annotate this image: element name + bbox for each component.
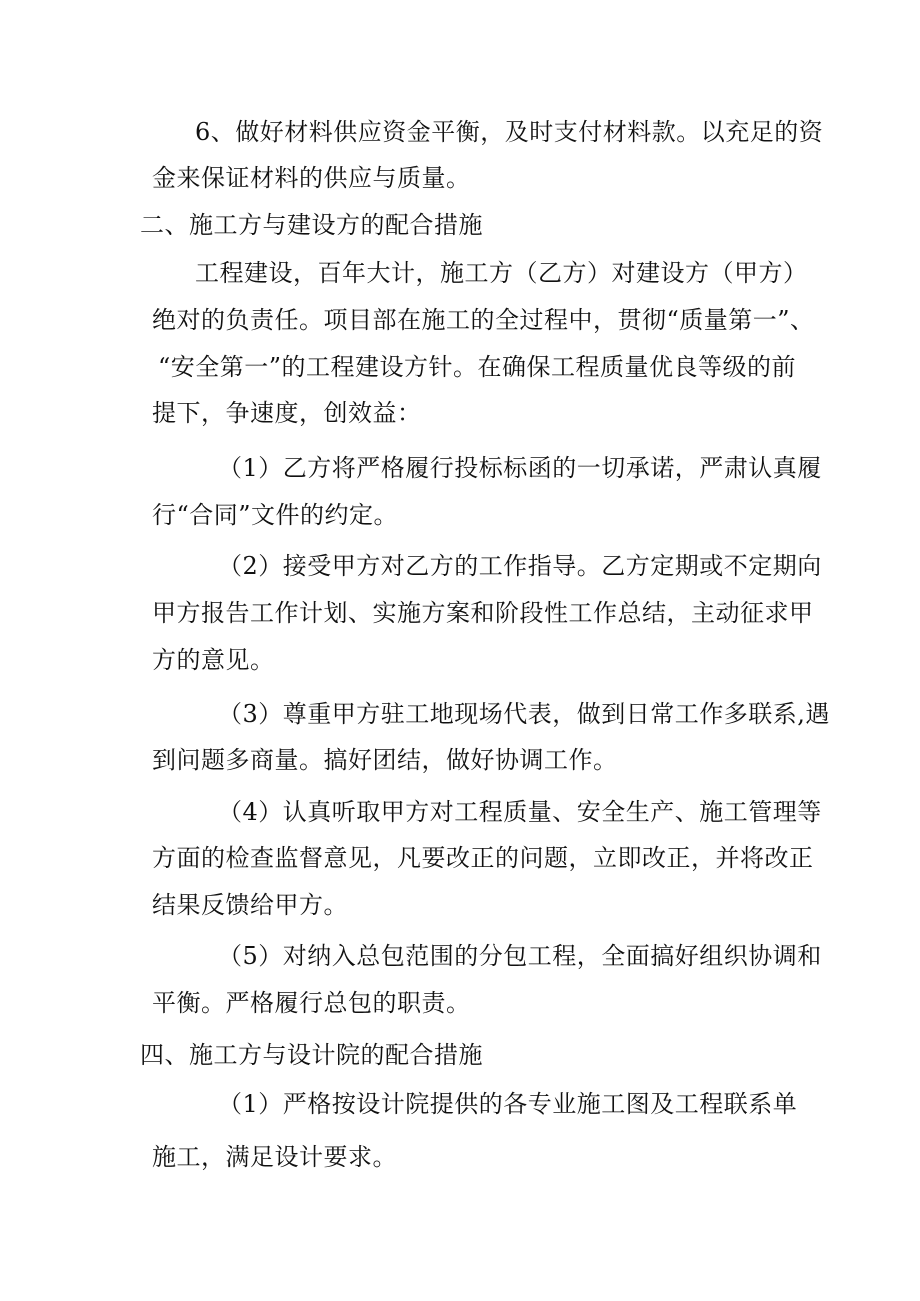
item-3-line-2: 到问题多商量。搞好团结，做好协调工作。 bbox=[152, 746, 618, 774]
item-3-line-1: （3）尊重甲方驻工地现场代表，做到日常工作多联系,遇 bbox=[218, 700, 830, 728]
item-2-line-2: 甲方报告工作计划、实施方案和阶段性工作总结，主动征求甲 bbox=[152, 599, 814, 627]
item-4-line-2: 方面的检查监督意见，凡要改正的问题，立即改正，并将改正 bbox=[152, 844, 814, 872]
section-4-heading: 四、施工方与设计院的配合措施 bbox=[140, 1041, 483, 1069]
item-5-line-1: （5）对纳入总包范围的分包工程，全面搞好组织协调和 bbox=[218, 942, 822, 970]
item-1-line-2: 行“合同”文件的约定。 bbox=[152, 501, 399, 529]
section-2-intro-line-2: 绝对的负责任。项目部在施工的全过程中，贯彻“质量第一”、 bbox=[152, 306, 815, 334]
paragraph-6-line-2: 金来保证材料的供应与质量。 bbox=[152, 164, 471, 192]
section-2-intro-line-1: 工程建设，百年大计，施工方（乙方）对建设方（甲方） bbox=[195, 259, 808, 287]
paragraph-6-line-1: 6、做好材料供应资金平衡，及时支付材料款。以充足的资 bbox=[195, 118, 824, 146]
section-4-item-1-line-1: （1）严格按设计院提供的各专业施工图及工程联系单 bbox=[218, 1090, 798, 1118]
item-2-line-1: （2）接受甲方对乙方的工作指导。乙方定期或不定期向 bbox=[218, 552, 822, 580]
item-2-line-3: 方的意见。 bbox=[152, 646, 275, 674]
item-4-line-1: （4）认真听取甲方对工程质量、安全生产、施工管理等 bbox=[218, 798, 822, 826]
section-2-heading: 二、施工方与建设方的配合措施 bbox=[140, 211, 483, 239]
item-4-line-3: 结果反馈给甲方。 bbox=[152, 891, 348, 919]
section-4-item-1-line-2: 施工，满足设计要求。 bbox=[152, 1143, 397, 1171]
section-2-intro-line-4: 提下，争速度，创效益： bbox=[152, 399, 422, 427]
section-2-intro-line-3: “安全第一”的工程建设方针。在确保工程质量优良等级的前 bbox=[158, 353, 797, 381]
item-5-line-2: 平衡。严格履行总包的职责。 bbox=[152, 989, 471, 1017]
item-1-line-1: （1）乙方将严格履行投标标函的一切承诺，严肃认真履 bbox=[218, 454, 822, 482]
